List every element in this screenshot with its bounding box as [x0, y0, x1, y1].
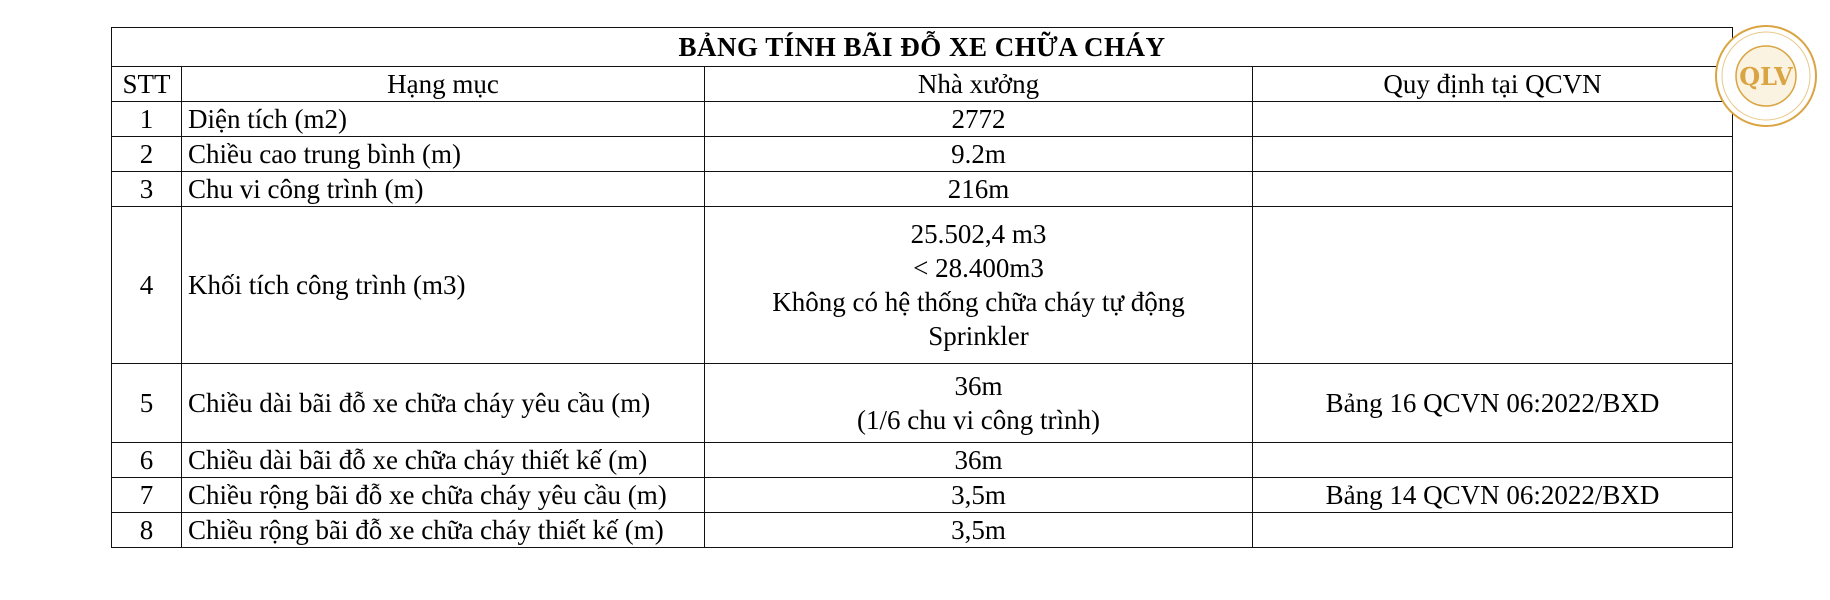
header-regulation: Quy định tại QCVN [1253, 67, 1733, 102]
row-item: Chiều dài bãi đỗ xe chữa cháy yêu cầu (m) [182, 364, 705, 443]
row-item: Chiều cao trung bình (m) [182, 137, 705, 172]
table-header-row [112, 67, 1733, 102]
row-stt: 4 [112, 207, 182, 364]
row-value [705, 207, 1253, 364]
fire-truck-parking-table [111, 27, 1733, 548]
fire-truck-parking-table-sheet [111, 27, 1732, 548]
value-line: 216m [947, 174, 1010, 204]
header-factory: Nhà xưởng [705, 67, 1253, 102]
row-stt: 5 [112, 364, 182, 443]
row-stt: 8 [112, 513, 182, 548]
header-stt: STT [112, 67, 182, 102]
table-row [112, 478, 1733, 513]
value-line: Không có hệ thống chữa cháy tự động [772, 287, 1185, 317]
qlv-logo [1712, 22, 1820, 130]
row-value [705, 443, 1253, 478]
table-row [112, 443, 1733, 478]
table-row [112, 102, 1733, 137]
row-value [705, 364, 1253, 443]
row-item: Chiều dài bãi đỗ xe chữa cháy thiết kế (m) [182, 443, 705, 478]
row-stt: 7 [112, 478, 182, 513]
table-title-row [112, 28, 1733, 67]
value-line: 25.502,4 m3 [910, 219, 1047, 249]
row-item: Chiều rộng bãi đỗ xe chữa cháy thiết kế (m) [182, 513, 705, 548]
row-stt: 6 [112, 443, 182, 478]
value-line: (1/6 chu vi công trình) [857, 405, 1100, 435]
table-title: BẢNG TÍNH BÃI ĐỖ XE CHỮA CHÁY [112, 28, 1733, 67]
table-row [112, 364, 1733, 443]
value-line: 36m [954, 445, 1003, 475]
row-regulation [1253, 513, 1733, 548]
row-regulation [1253, 172, 1733, 207]
row-regulation [1253, 443, 1733, 478]
qlv-seal-icon [1712, 22, 1820, 130]
row-value [705, 478, 1253, 513]
row-regulation [1253, 137, 1733, 172]
row-item: Chiều rộng bãi đỗ xe chữa cháy yêu cầu (m) [182, 478, 705, 513]
row-regulation: Bảng 14 QCVN 06:2022/BXD [1253, 478, 1733, 513]
table-row [112, 137, 1733, 172]
row-regulation [1253, 102, 1733, 137]
logo-text: QLV [1739, 62, 1793, 91]
value-line: 9.2m [951, 139, 1006, 169]
value-line: 2772 [951, 104, 1006, 134]
value-line: < 28.400m3 [913, 253, 1044, 283]
row-item: Khối tích công trình (m3) [182, 207, 705, 364]
value-line: 36m [954, 371, 1003, 401]
row-regulation: Bảng 16 QCVN 06:2022/BXD [1253, 364, 1733, 443]
row-item: Chu vi công trình (m) [182, 172, 705, 207]
value-line: Sprinkler [928, 321, 1029, 351]
row-value [705, 172, 1253, 207]
row-item: Diện tích (m2) [182, 102, 705, 137]
table-row [112, 172, 1733, 207]
row-stt: 1 [112, 102, 182, 137]
row-value [705, 102, 1253, 137]
value-line: 3,5m [951, 515, 1006, 545]
table-row [112, 513, 1733, 548]
table-row [112, 207, 1733, 364]
row-stt: 3 [112, 172, 182, 207]
row-regulation [1253, 207, 1733, 364]
value-line: 3,5m [951, 480, 1006, 510]
header-item: Hạng mục [182, 67, 705, 102]
row-value [705, 513, 1253, 548]
row-stt: 2 [112, 137, 182, 172]
row-value [705, 137, 1253, 172]
